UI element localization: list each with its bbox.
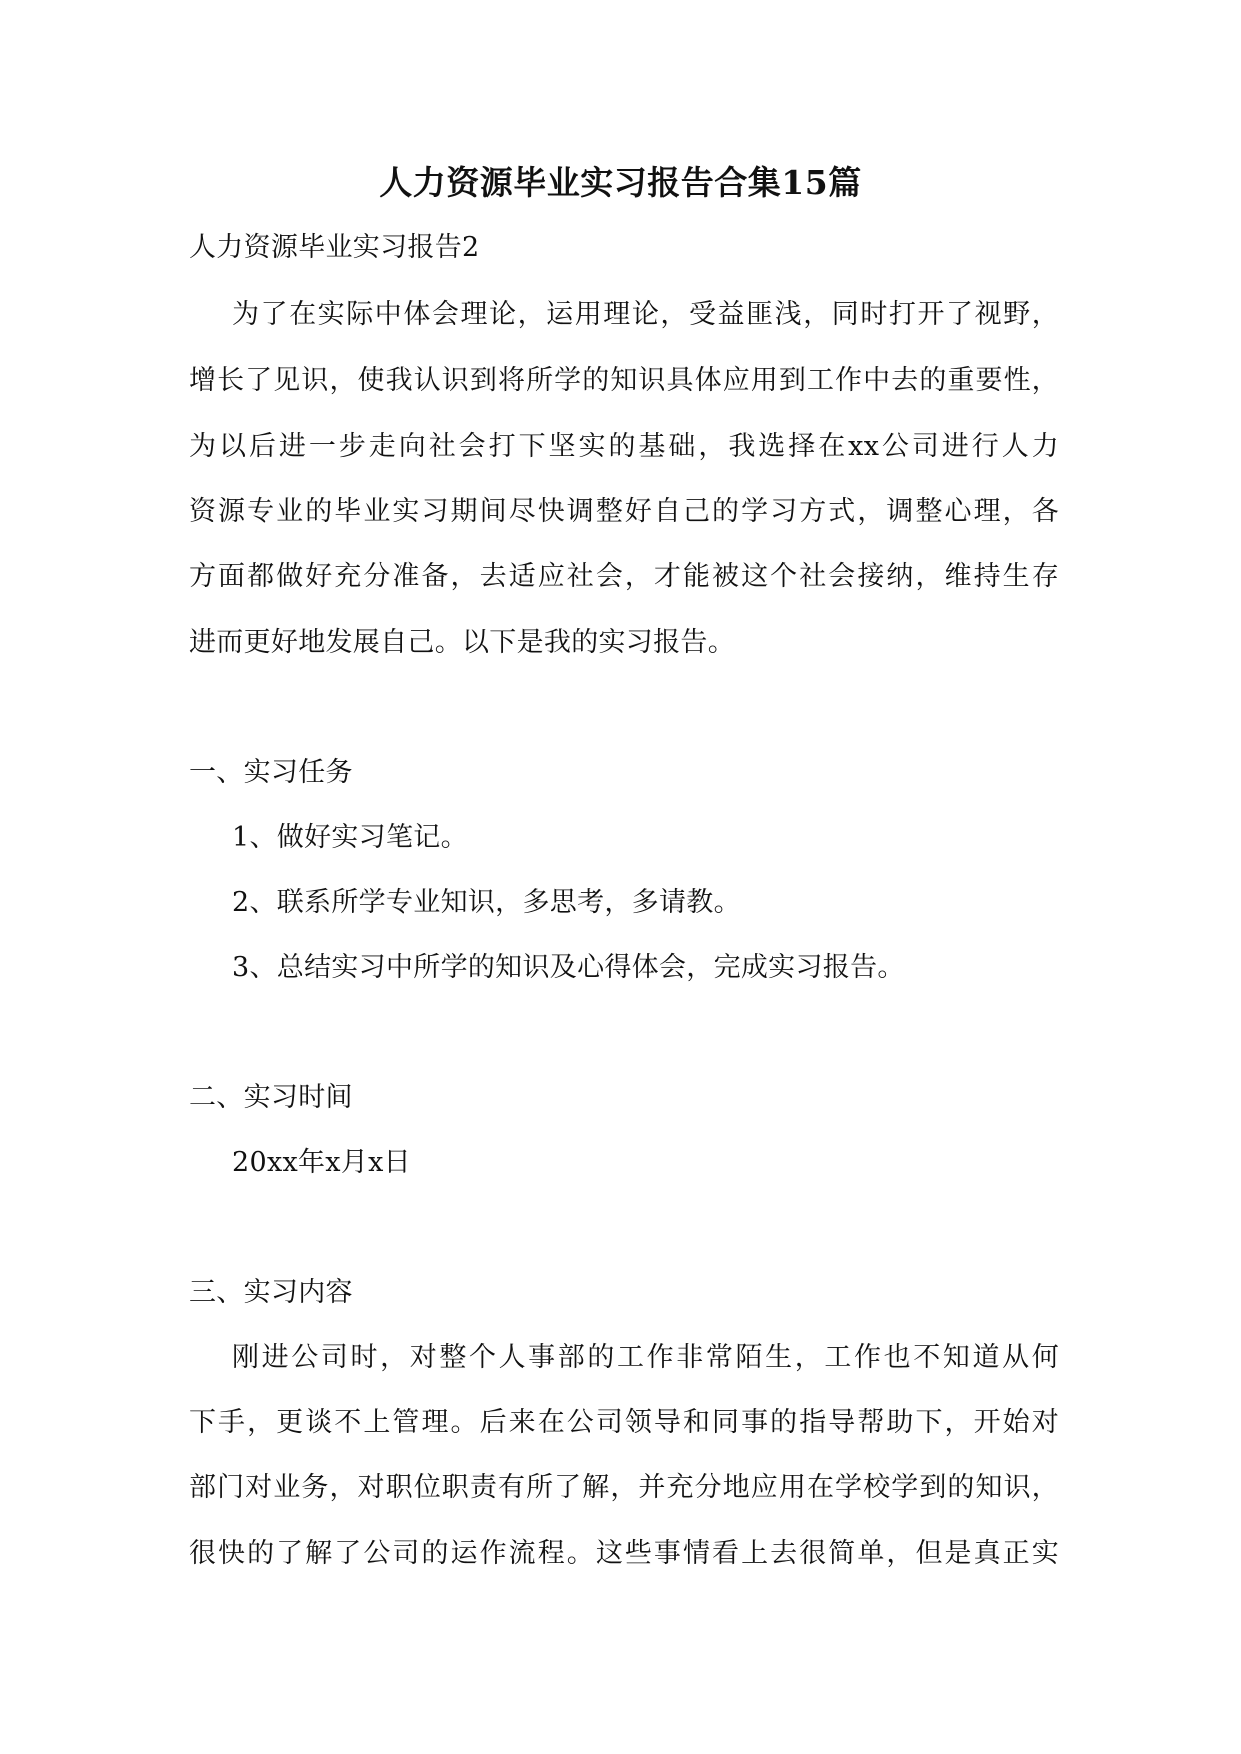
intro-line: 方面都做好充分准备，去适应社会，才能被这个社会接纳，维持生存: [189, 561, 1059, 592]
content-line: 很快的了解了公司的运作流程。这些事情看上去很简单，但是真正实: [189, 1538, 1059, 1569]
intro-line: 增长了见识，使我认识到将所学的知识具体应用到工作中去的重要性，: [189, 365, 1059, 396]
content-line: 刚进公司时，对整个人事部的工作非常陌生，工作也不知道从何: [232, 1342, 1059, 1373]
section-heading-tasks: 一、实习任务: [189, 757, 353, 788]
intro-line: 为以后进一步走向社会打下坚实的基础，我选择在xx公司进行人力: [189, 431, 1059, 462]
task-item: 1、做好实习笔记。: [232, 822, 468, 853]
section-heading-time: 二、实习时间: [189, 1082, 353, 1113]
internship-date: 20xx年x月x日: [232, 1147, 411, 1178]
document-title: 人力资源毕业实习报告合集15篇: [379, 163, 862, 202]
content-line: 下手，更谈不上管理。后来在公司领导和同事的指导帮助下，开始对: [189, 1407, 1059, 1438]
section-heading-content: 三、实习内容: [189, 1277, 353, 1308]
task-item: 2、联系所学专业知识，多思考，多请教。: [232, 887, 741, 918]
report-subtitle: 人力资源毕业实习报告2: [189, 232, 480, 263]
intro-line: 为了在实际中体会理论，运用理论，受益匪浅，同时打开了视野，: [232, 299, 1059, 330]
task-item: 3、总结实习中所学的知识及心得体会，完成实习报告。: [232, 952, 905, 983]
intro-line: 资源专业的毕业实习期间尽快调整好自己的学习方式，调整心理，各: [189, 496, 1059, 527]
intro-line: 进而更好地发展自己。以下是我的实习报告。: [189, 627, 735, 658]
content-line: 部门对业务，对职位职责有所了解，并充分地应用在学校学到的知识，: [189, 1472, 1059, 1503]
